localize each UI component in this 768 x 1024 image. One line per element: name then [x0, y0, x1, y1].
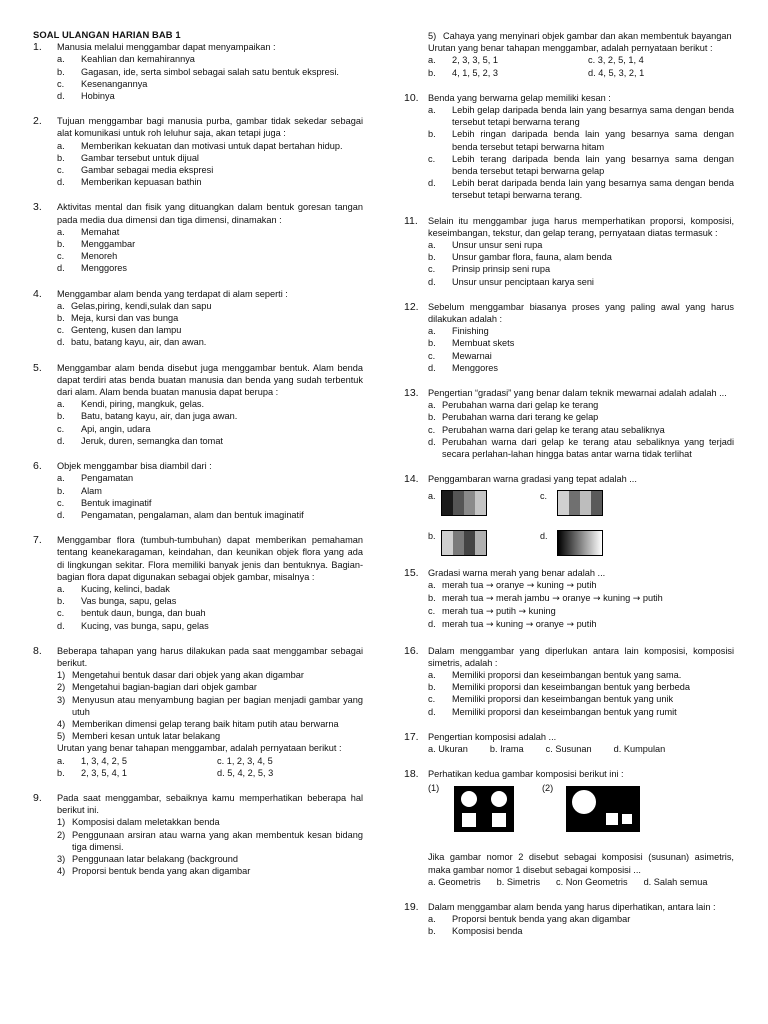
option-a[interactable]: a. Ukuran — [428, 743, 468, 754]
option-a[interactable]: a. Finishing — [428, 326, 489, 337]
option-b[interactable]: b. merah tua → merah jambu → oranye → kuning → putih — [428, 592, 663, 604]
question-stem: Selain itu menggambar juga harus memperhatikan proporsi, komposisi, keseimbangan, tekstur, dan gelap terang, pernyataan diatas termasuk : — [428, 215, 734, 238]
option-b[interactable]: b. Menggambar — [57, 239, 136, 250]
question-ask: Urutan yang benar tahapan menggambar, adalah pernyataan berikut : — [57, 743, 342, 754]
option-d[interactable]: d. Unsur unsur penciptaan karya seni — [428, 276, 594, 287]
option-d[interactable]: d. Memiliki proporsi dan keseimbangan bentuk yang rumit — [428, 706, 677, 717]
option-b[interactable]: b. Komposisi benda — [428, 926, 523, 937]
question-2 — [33, 115, 363, 188]
option-a[interactable]: a. merah tua → oranye → kuning → putih — [428, 579, 597, 591]
option-c[interactable]: c. 3, 2, 5, 1, 4 — [588, 55, 644, 66]
option-c[interactable]: c. Lebih terang daripada benda lain yang besarnya sama dengan benda tersebut tetapi berwarna gelap — [428, 153, 734, 177]
question-number: 13. — [404, 387, 419, 400]
step-list — [57, 669, 363, 742]
step-list — [33, 816, 363, 877]
swatch-d-gradient — [557, 530, 603, 556]
swatch-stripe — [580, 491, 591, 515]
step-item: 4) Proporsi bentuk benda yang akan digambar — [57, 866, 251, 877]
question-17 — [404, 731, 734, 755]
option-b[interactable]: b. Batu, batang kayu, air, dan juga awan. — [57, 411, 238, 422]
circle-shape — [572, 790, 596, 814]
option-c[interactable]: c. merah tua → putih → kuning — [428, 606, 556, 618]
option-b[interactable]: b. Gambar tersebut untuk dijual — [57, 152, 199, 163]
option-a[interactable]: a. Perubahan warna dari gelap ke terang — [428, 400, 599, 411]
arrow-icon: → — [632, 593, 641, 604]
option-b[interactable]: b. Gagasan, ide, serta simbol sebagai salah satu bentuk ekspresi. — [57, 66, 339, 77]
swatch-stripe — [475, 491, 486, 515]
step-item: 1) Komposisi dalam meletakkan benda — [57, 817, 220, 828]
option-c[interactable]: c. Kesenangannya — [57, 78, 148, 89]
question-4 — [33, 288, 363, 349]
question-stem: Aktivitas mental dan fisik yang dituangkan dalam bentuk goresan tangan pada media dua dimensi dan tiga dimensi, dinamakan : — [57, 202, 363, 225]
question-number: 4. — [33, 287, 42, 300]
swatch-stripe — [442, 531, 453, 555]
question-10 — [404, 92, 734, 202]
swatch-stripe — [591, 491, 602, 515]
question-ask: Urutan yang benar tahapan menggambar, adalah pernyataan berikut : — [428, 43, 713, 54]
question-number: 19. — [404, 900, 419, 913]
question-11 — [404, 215, 734, 288]
asymmetric-composition-figure — [566, 786, 640, 832]
option-list — [57, 53, 363, 102]
option-a[interactable]: a. Lebih gelap daripada benda lain yang besarnya sama dengan benda tersebut tetapi berwarna terang — [428, 105, 734, 128]
question-stem: Objek menggambar bisa diambil dari : — [57, 461, 212, 472]
question-3 — [33, 201, 363, 274]
option-c[interactable]: c. Menoreh — [57, 251, 118, 262]
question-number: 8. — [33, 644, 42, 657]
option-d[interactable]: d. Salah semua — [643, 876, 708, 887]
option-list — [57, 140, 363, 189]
question-number: 17. — [404, 730, 419, 743]
question-stem: Pengertian “gradasi” yang benar dalam teknik mewarnai adalah adalah ... — [428, 388, 727, 399]
option-a[interactable]: a. Memiliki proporsi dan keseimbangan bentuk yang sama. — [428, 669, 682, 680]
question-stem: Pengertian komposisi adalah ... — [428, 731, 557, 742]
question-number: 15. — [404, 566, 419, 579]
step-list — [428, 30, 734, 42]
option-c[interactable]: c. Susunan — [545, 743, 592, 754]
question-8 — [33, 645, 363, 779]
option-c[interactable]: c. — [540, 490, 603, 516]
square-shape — [492, 813, 506, 827]
symmetric-composition-figure — [454, 786, 514, 832]
question-7 — [33, 534, 363, 632]
option-c[interactable]: c. Memiliki proporsi dan keseimbangan bentuk yang unik — [428, 694, 674, 705]
option-b[interactable]: b. Membuat skets — [428, 338, 515, 349]
step-item: 5) Cahaya yang menyinari objek gambar dan akan membentuk bayangan — [428, 31, 732, 41]
option-d[interactable]: d. Menggores — [57, 263, 127, 274]
option-b[interactable]: b. Vas bunga, sapu, gelas — [57, 596, 177, 607]
swatch-stripe — [569, 491, 580, 515]
arrow-icon: → — [566, 580, 574, 591]
option-d[interactable]: d. 4, 5, 3, 2, 1 — [588, 67, 645, 78]
step-item: 2) Mengetahui bagian-bagian dari objek gambar — [57, 682, 257, 693]
question-stem: Menggambar alam benda disebut juga menggambar bentuk. Alam benda dapat terdiri atas benda buatan manusia dan benda yang sudah terbentuk dari alam. Alam benda buatan manusia dapat berupa : — [57, 362, 363, 398]
option-c[interactable]: c. Perubahan warna dari gelap ke terang atau sebaliknya — [428, 424, 665, 435]
page-title: SOAL ULANGAN HARIAN BAB 1 — [33, 29, 181, 40]
step-item: 3) Menyusun atau menyambung bagian per bagian menjadi gambar yang utuh — [57, 694, 363, 717]
step-item: 1) Mengetahui bentuk dasar dari objek yang akan digambar — [57, 670, 304, 681]
question-1 — [33, 41, 363, 102]
option-list — [428, 325, 734, 374]
question-stem: Menggambar alam benda yang terdapat di alam seperti : — [57, 288, 288, 299]
option-a[interactable]: a. Keahlian dan kemahirannya — [57, 54, 195, 65]
swatch-stripe — [475, 531, 486, 555]
question-stem: Beberapa tahapan yang harus dilakukan pada saat menggambar sebagai berikut. — [57, 645, 363, 668]
swatch-c — [557, 490, 603, 516]
option-a[interactable]: a. Proporsi bentuk benda yang akan digambar — [428, 914, 631, 925]
option-a[interactable]: a. — [428, 490, 487, 516]
question-19 — [404, 901, 734, 938]
option-c[interactable]: c. 1, 2, 3, 4, 5 — [217, 755, 273, 766]
question-stem: Gradasi warna merah yang benar adalah ... — [428, 567, 606, 578]
question-14 — [404, 473, 734, 559]
option-list — [428, 913, 734, 937]
option-d[interactable]: d. 5, 4, 2, 5, 3 — [217, 767, 274, 778]
swatch-a — [441, 490, 487, 516]
circle-shape — [461, 791, 477, 807]
option-b[interactable]: b. Lebih ringan daripada benda lain yang besarnya sama dengan benda tersebut tetapi berwarna hitam — [428, 129, 734, 152]
question-number: 12. — [404, 300, 419, 313]
question-13 — [404, 387, 734, 460]
question-stem: Menggambar flora (tumbuh-tumbuhan) dapat memberikan pemahaman tentang keanekaragaman, keindahan, dan keunikan objek flora yang ada di lingkungan sekitar. Flora memiliki banyak jenis dan bentuknya. Bagian-bagian flora dapat digunakan sebagai objek gambar, misalnya : — [57, 535, 363, 582]
arrow-icon: → — [566, 620, 574, 631]
option-c[interactable]: c. Gambar sebagai media ekspresi — [57, 165, 214, 176]
step-item: 5) Memberi kesan untuk latar belakang — [57, 731, 221, 742]
step-item: 3) Penggunaan latar belakang (background — [57, 853, 239, 864]
question-number: 9. — [33, 791, 42, 804]
left-column — [33, 0, 363, 1024]
option-c[interactable]: c. Genteng, kusen dan lampu — [57, 325, 182, 336]
arrow-icon: → — [552, 593, 560, 604]
option-a[interactable]: a. Pengamatan — [57, 473, 134, 484]
question-9 — [33, 792, 363, 816]
option-b[interactable]: b. — [428, 530, 487, 556]
option-b[interactable]: b. Alam — [57, 485, 102, 496]
swatch-b — [441, 530, 487, 556]
option-c[interactable]: c. Bentuk imaginatif — [57, 497, 152, 508]
question-number: 1. — [33, 41, 42, 54]
option-grid — [428, 54, 734, 78]
option-list — [428, 669, 734, 718]
option-a[interactable]: a. 2, 3, 3, 5, 1 — [428, 55, 498, 66]
question-number: 14. — [404, 473, 419, 486]
question-15 — [404, 567, 734, 632]
question-number: 16. — [404, 644, 419, 657]
option-row — [428, 876, 734, 888]
arrow-icon: → — [526, 580, 535, 591]
option-d[interactable]: d. Kucing, vas bunga, sapu, gelas — [57, 620, 209, 631]
step-item: 2) Penggunaan arsiran atau warna yang akan membentuk kesan bidang tiga dimensi. — [57, 829, 363, 852]
swatch-stripe — [558, 491, 569, 515]
figure-1-label: (1) — [428, 783, 440, 794]
option-list — [57, 226, 363, 275]
option-d[interactable]: d. Pengamatan, pengalaman, alam dan bentuk imaginatif — [57, 509, 304, 520]
option-row — [428, 743, 734, 755]
option-a[interactable]: a. Memberikan kekuatan dan motivasi untuk dapat bertahan hidup. — [57, 140, 343, 151]
question-ask: Jika gambar nomor 2 disebut sebagai komposisi (susunan) asimetris, maka gambar nomor 1 disebut sebagai komposisi ... — [428, 852, 734, 875]
right-column — [404, 0, 734, 1024]
arrow-icon: → — [525, 620, 534, 631]
option-b[interactable]: b. Meja, kursi dan vas bunga — [57, 313, 179, 324]
arrow-icon: → — [485, 620, 494, 631]
question-18 — [404, 768, 734, 888]
swatch-stripe — [442, 491, 453, 515]
option-b[interactable]: b. Memiliki proporsi dan keseimbangan bentuk yang berbeda — [428, 682, 690, 693]
arrow-icon: → — [485, 593, 494, 604]
question-12 — [404, 301, 734, 374]
square-shape — [622, 814, 632, 824]
question-stem: Manusia melalui menggambar dapat menyampaikan : — [57, 42, 276, 53]
composition-figures — [428, 782, 734, 837]
question-stem: Benda yang berwarna gelap memiliki kesan : — [428, 92, 611, 103]
question-6 — [33, 460, 363, 521]
option-b[interactable]: b. Unsur gambar flora, fauna, alam benda — [428, 252, 612, 263]
option-c[interactable]: c. bentuk daun, bunga, dan buah — [57, 608, 206, 619]
option-c[interactable]: c. Non Geometris — [556, 876, 628, 887]
swatch-stripe — [453, 531, 464, 555]
option-d[interactable]: d. Hobinya — [57, 91, 115, 102]
question-stem: Sebelum menggambar biasanya proses yang paling awal yang harus dilakukan adalah : — [428, 301, 734, 325]
square-shape — [606, 813, 618, 825]
question-stem: Dalam menggambar alam benda yang harus diperhatikan, antara lain : — [428, 901, 716, 912]
question-9-continued — [404, 30, 734, 79]
option-a[interactable]: a. Memahat — [57, 226, 120, 237]
option-list — [57, 583, 363, 632]
option-c[interactable]: c. Api, angin, udara — [57, 423, 151, 434]
option-a[interactable]: a. Kucing, kelinci, badak — [57, 583, 170, 594]
step-item: 4) Memberikan dimensi gelap terang baik hitam putih atau berwarna — [57, 718, 339, 729]
option-list — [428, 579, 734, 632]
swatch-stripe — [453, 491, 464, 515]
option-a[interactable]: a. Kendi, piring, mangkuk, gelas. — [57, 399, 205, 410]
swatch-stripe — [464, 531, 475, 555]
question-number: 11. — [404, 214, 418, 227]
option-list — [428, 104, 734, 202]
question-16 — [404, 645, 734, 718]
option-d[interactable]: d. batu, batang kayu, air, dan awan. — [57, 337, 207, 348]
question-stem: Tujuan menggambar bagi manusia purba, gambar tidak sekedar sebagai alat komunikasi untuk roh leluhur saja, akan tetapi juga : — [57, 116, 363, 139]
figure-2-label: (2) — [542, 783, 554, 794]
option-grid — [57, 755, 363, 779]
question-number: 5. — [33, 361, 42, 374]
question-number: 18. — [404, 768, 419, 781]
option-list — [57, 398, 363, 447]
option-d[interactable]: d. Kumpulan — [613, 743, 666, 754]
option-b[interactable]: b. 4, 1, 5, 2, 3 — [428, 67, 498, 78]
option-a[interactable]: a. 1, 3, 4, 2, 5 — [57, 755, 127, 766]
swatch-stripe — [464, 491, 475, 515]
option-list — [57, 300, 363, 349]
option-d[interactable]: d. Jeruk, duren, semangka dan tomat — [57, 435, 223, 446]
gradient-options — [428, 490, 734, 560]
option-list — [428, 239, 734, 288]
option-a[interactable]: a. Unsur unsur seni rupa — [428, 240, 543, 251]
option-a[interactable]: a. Gelas,piring, kendi,sulak dan sapu — [57, 300, 212, 311]
question-number: 7. — [33, 534, 42, 547]
circle-shape — [491, 791, 507, 807]
option-list — [428, 399, 734, 460]
question-stem: Perhatikan kedua gambar komposisi berikut ini : — [428, 769, 624, 780]
option-d[interactable]: d. — [540, 530, 603, 556]
question-stem: Pada saat menggambar, sebaiknya kamu memperhatikan beberapa hal berikut ini. — [57, 792, 363, 816]
option-a[interactable]: a. Geometris — [428, 876, 481, 887]
question-number: 2. — [33, 115, 42, 128]
question-5 — [33, 362, 363, 447]
option-b[interactable]: b. 2, 3, 5, 4, 1 — [57, 767, 127, 778]
arrow-icon: → — [485, 607, 494, 618]
option-d[interactable]: d. Memberikan kepuasan bathin — [57, 177, 202, 188]
question-number: 10. — [404, 91, 419, 104]
option-list — [57, 472, 363, 521]
question-number: 6. — [33, 460, 42, 473]
question-number: 3. — [33, 201, 42, 214]
question-stem: Penggambaran warna gradasi yang tepat adalah ... — [428, 474, 637, 485]
option-d[interactable]: d. merah tua → kuning → oranye → putih — [428, 619, 597, 631]
question-stem: Dalam menggambar yang diperlukan antara lain komposisi, komposisi simetris, adalah : — [428, 645, 734, 668]
option-c[interactable]: c. Prinsip prinsip seni rupa — [428, 264, 551, 275]
option-c[interactable]: c. Mewarnai — [428, 350, 492, 361]
option-b[interactable]: b. Perubahan warna dari terang ke gelap — [428, 412, 599, 423]
arrow-icon: → — [485, 580, 494, 591]
arrow-icon: → — [518, 607, 527, 618]
arrow-icon: → — [593, 593, 601, 604]
option-b[interactable]: b. Irama — [489, 743, 524, 754]
option-d[interactable]: d. Perubahan warna dari gelap ke terang atau sebaliknya yang terjadi secara perlahan-lahan hingga batas antar warna tidak terlihat — [428, 436, 734, 460]
option-d[interactable]: d. Lebih berat daripada benda lain yang besarnya sama dengan benda tersebut tetapi berwarna terang. — [428, 178, 734, 201]
option-b[interactable]: b. Simetris — [496, 876, 541, 887]
option-d[interactable]: d. Menggores — [428, 362, 498, 373]
square-shape — [462, 813, 476, 827]
